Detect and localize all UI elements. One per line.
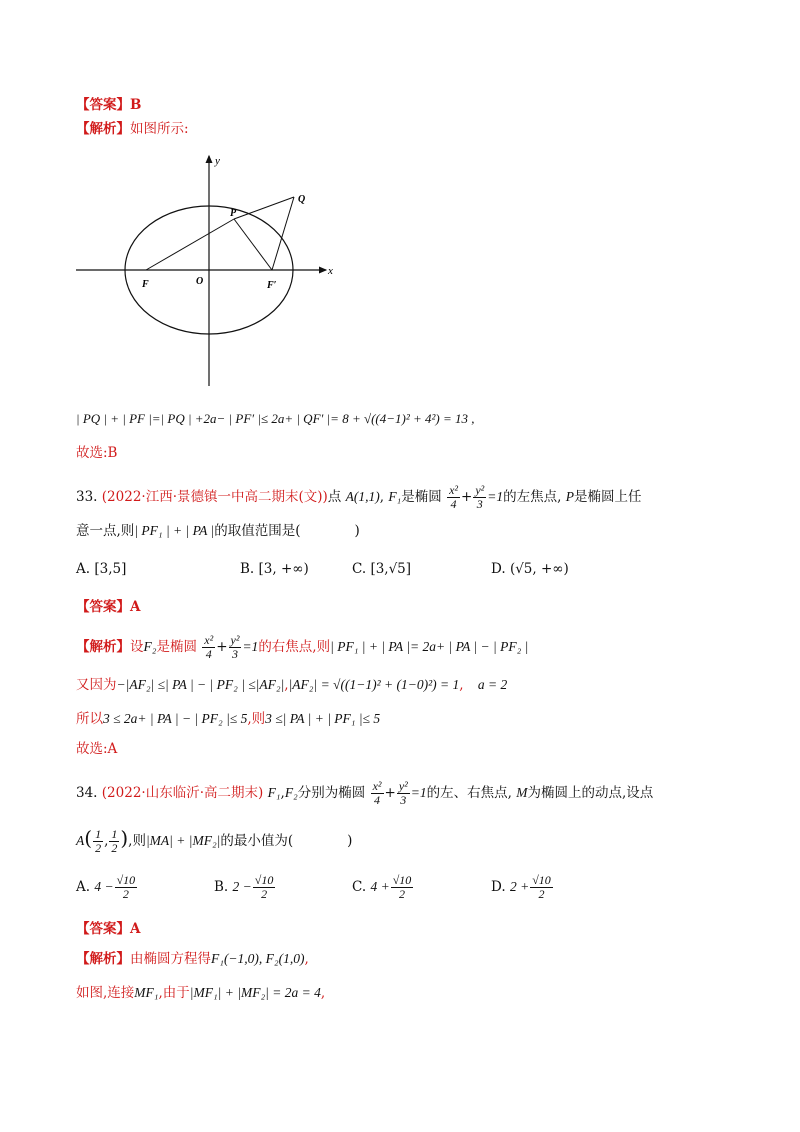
answer-line-q33 (76, 598, 140, 616)
point-p: P (565, 489, 574, 504)
option-b: B. 2 − $\frac{√10}{2}$ (214, 873, 274, 901)
question-33-line1: 33. (2022·江西·景德镇一中高二期末(文))点 A(1,1), F₁是椭圆 $\frac{\text{x²}}{4}$ + $\frac{\text{y²}}{3}$ =1的左焦点, P是椭圆上任 (76, 483, 642, 511)
option-a: A. 4 − $\frac{√10}{2}$ (76, 873, 136, 901)
segment-qf2 (272, 197, 294, 270)
question-33-line2 (76, 522, 360, 540)
analysis-text: , (320, 985, 326, 1001)
analysis-line-q32 (76, 120, 189, 138)
question-34-line2: A( $\frac{1}{2}$ , $\frac{1}{2}$ ),则|MA| + |MF₂|的最小值为( ) (76, 826, 353, 855)
analysis-expression: a = 2 (477, 677, 508, 692)
point-a-x: $\frac{1}{2}$ (95, 827, 102, 855)
stem-text: 分别为椭圆 (297, 785, 366, 801)
stem-text: 为椭圆上的动点,设点 (527, 785, 654, 801)
analysis-q33-line3 (76, 710, 380, 728)
point-a: A (76, 833, 85, 848)
analysis-q33-line2 (76, 676, 507, 694)
ellipse-x-term: $\frac{\text{x²}}{4}$ (449, 483, 458, 511)
option-c: C. 4 + $\frac{√10}{2}$ (352, 873, 412, 901)
analysis-label: 【解析】 (76, 951, 130, 967)
answer-value: A (130, 921, 141, 937)
ellipse-x-term: $\frac{\text{x²}}{4}$ (372, 779, 382, 807)
stem-text: 是椭圆上任 (573, 489, 642, 505)
label-x: x (328, 265, 333, 277)
stem-text: 意一点,则 (76, 523, 135, 539)
analysis-expression: 3 ≤| PA | + | PF₁ |≤ 5 (265, 711, 381, 726)
analysis-text: 的右焦点,则 (258, 639, 331, 655)
label-q: Q (298, 194, 306, 205)
choose-q32: 故选:B (76, 445, 118, 461)
segment-pf2 (234, 219, 272, 270)
stem-text: 的取值范围是( ) (214, 523, 360, 539)
answer-value: A (130, 599, 141, 615)
answer-label: 【答案】 (76, 97, 130, 113)
analysis-expression: | PF₁ | + | PA |= 2a+ | PA | − | PF₂ | (330, 639, 529, 654)
ellipse-y-term: $\frac{\text{y²}}{3}$ (475, 483, 485, 511)
stem-text: , (280, 785, 285, 801)
answer-label: 【答案】 (76, 599, 130, 615)
ellipse-rhs: =1 (410, 785, 427, 800)
ellipse-rhs: =1 (487, 489, 504, 504)
stem-text: 的左、右焦点, (426, 785, 512, 801)
analysis-text: ,由于 (158, 985, 190, 1001)
analysis-expression: −|AF₂| ≤| PA | − | PF₂ | ≤|AF₂| (116, 677, 285, 692)
analysis-expression: MF₁ (134, 985, 159, 1000)
analysis-q34-line2 (76, 984, 325, 1002)
question-number: 34. (76, 785, 98, 801)
option-d: D. (√5, +∞) (491, 561, 569, 577)
focus-f2: F₂ (284, 785, 298, 800)
analysis-expression: |MF₁| + |MF₂| = 2a = 4 (189, 985, 321, 1000)
analysis-label: 【解析】 (76, 121, 130, 137)
answer-label: 【答案】 (76, 921, 130, 937)
segment-pf (146, 219, 234, 270)
label-p: P (230, 208, 237, 219)
stem-expression: | PF₁ | + | PA | (134, 523, 215, 538)
ellipse-y-term: $\frac{\text{y²}}{3}$ (398, 779, 408, 807)
formula-q32: | PQ | + | PF |=| PQ | +2a− | PF′ |≤ 2a+ | QF′ |= 8 + √((4−1)² + 4²) = 13 , (76, 411, 475, 426)
focus-f1: F₁ (267, 785, 281, 800)
analysis-expression: |AF₂| = √((1−1)² + (1−0)²) = 1 (288, 677, 460, 692)
focus-f1: F₁ (388, 489, 402, 504)
label-y: y (215, 155, 220, 167)
stem-text: 是椭圆 (401, 489, 442, 505)
stem-expression: |MA| + |MF₂| (145, 833, 221, 848)
question-source: (2022·山东临沂·高二期末) (101, 785, 264, 801)
analysis-expression: F₁(−1,0), F₂(1,0) (211, 951, 305, 966)
label-f: F (142, 279, 149, 290)
stem-text: 点 (327, 489, 342, 505)
question-34-line1: 34. (2022·山东临沂·高二期末) F₁,F₂分别为椭圆 $\frac{\text{x²}}{4}$ + $\frac{\text{y²}}{3}$ =1的左、右焦点, M为椭圆上的动点,设点 (76, 779, 654, 807)
question-number: 33. (76, 489, 98, 505)
ellipse-y-term: $\frac{\text{y²}}{3}$ (230, 633, 240, 661)
ellipse-x-term: $\frac{\text{x²}}{4}$ (204, 633, 214, 661)
analysis-text: 设 (130, 639, 144, 655)
choose-q33: 故选:A (76, 741, 118, 757)
option-d: D. 2 + $\frac{√10}{2}$ (491, 873, 551, 901)
question-source: (2022·江西·景德镇一中高二期末(文)) (101, 489, 328, 505)
label-f-prime: F′ (267, 280, 277, 291)
option-c: C. [3,√5] (352, 561, 412, 577)
answer-line-q32 (76, 96, 141, 114)
answer-value: B (130, 97, 142, 113)
stem-text: 的左焦点, (503, 489, 562, 505)
analysis-text: 所以 (76, 711, 103, 727)
analysis-expression: 3 ≤ 2a+ | PA | − | PF₂ |≤ 5 (103, 711, 248, 726)
stem-text: , (379, 489, 385, 505)
option-b: B. [3, +∞) (240, 561, 309, 577)
point-a-y: $\frac{1}{2}$ (111, 827, 118, 855)
ellipse-figure (76, 150, 346, 390)
option-a: A. [3,5] (76, 561, 127, 577)
ellipse-rhs: =1 (242, 639, 259, 654)
analysis-text: 如图,连接 (76, 985, 135, 1001)
analysis-text: 是椭圆 (156, 639, 197, 655)
analysis-text: , (459, 677, 464, 693)
stem-text: 的最小值为( ) (220, 833, 353, 849)
segment-pq (234, 197, 294, 219)
analysis-label: 【解析】 (76, 639, 130, 655)
stem-text: ,则 (128, 833, 146, 849)
point-m: M (516, 785, 528, 800)
analysis-text: 如图所示: (130, 121, 189, 137)
analysis-text: , (304, 951, 309, 967)
focus-f2: F₂ (143, 639, 157, 654)
label-o: O (196, 276, 204, 287)
analysis-q34-line1 (76, 950, 309, 968)
point-a: A(1,1) (345, 489, 380, 504)
analysis-q33-line1: 【解析】设F₂是椭圆 $\frac{\text{x²}}{4}$ + $\frac{\text{y²}}{3}$ =1的右焦点,则| PF₁ | + | PA |= 2a+ | PA | − | PF₂ | (76, 633, 529, 661)
analysis-text: 又因为 (76, 677, 117, 693)
analysis-text: , (284, 677, 289, 693)
analysis-text: 由椭圆方程得 (130, 951, 211, 967)
analysis-text: ,则 (247, 711, 266, 727)
answer-line-q34 (76, 920, 140, 938)
